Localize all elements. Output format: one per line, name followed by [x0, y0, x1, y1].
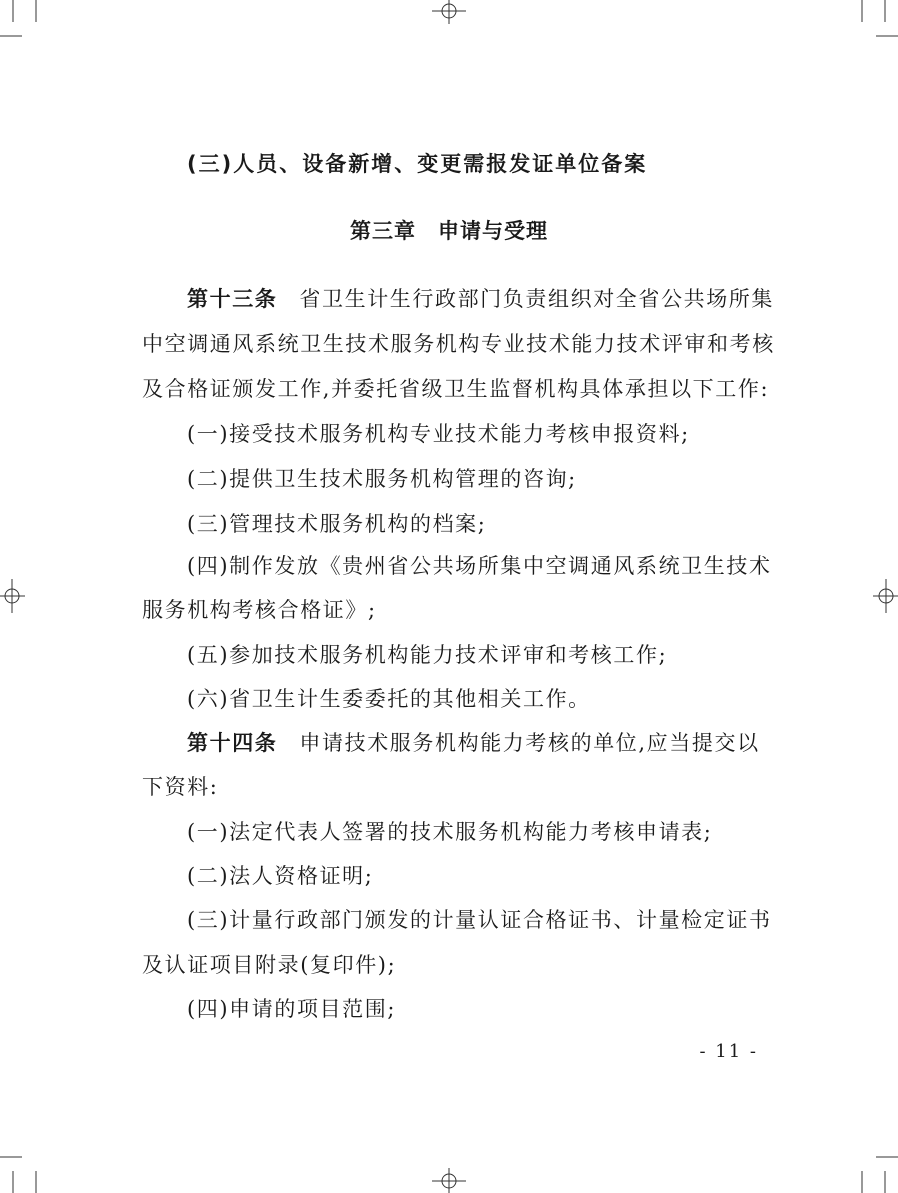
article-13-text: 省卫生计生行政部门负责组织对全省公共场所集 — [299, 287, 775, 311]
section-heading: (三)人员、设备新增、变更需报发证单位备案 — [187, 152, 648, 176]
article-13-first-line — [0, 285, 898, 313]
article-13-item-6: (六)省卫生计生委委托的其他相关工作。 — [187, 687, 591, 711]
chapter-title: 第三章 申请与受理 — [350, 219, 548, 243]
article-13-item-4: (四)制作发放《贵州省公共场所集中空调通风系统卫生技术 — [187, 554, 772, 578]
article-14-item-3: (三)计量行政部门颁发的计量认证合格证书、计量检定证书 — [187, 908, 772, 932]
article-13-line-2: 中空调通风系统卫生技术服务机构专业技术能力技术评审和考核 — [142, 332, 775, 356]
article-13-item-5: (五)参加技术服务机构能力技术评审和考核工作; — [187, 643, 668, 667]
article-14-title: 第十四条 — [187, 731, 278, 755]
article-14-item-3-cont: 及认证项目附录(复印件); — [142, 953, 397, 977]
page-number: - 11 - — [699, 1041, 758, 1062]
article-13-item-4-cont: 服务机构考核合格证》; — [142, 598, 377, 622]
article-14-first-line — [0, 729, 898, 757]
article-14-text: 申请技术服务机构能力考核的单位,应当提交以 — [299, 731, 760, 755]
article-13-title: 第十三条 — [187, 287, 278, 311]
article-13-line-3: 及合格证颁发工作,并委托省级卫生监督机构具体承担以下工作: — [142, 377, 770, 401]
article-14-item-1: (一)法定代表人签署的技术服务机构能力考核申请表; — [187, 820, 713, 844]
article-14-item-2: (二)法人资格证明; — [187, 864, 374, 888]
article-14-line-2: 下资料: — [142, 775, 219, 799]
article-14-item-4: (四)申请的项目范围; — [187, 997, 397, 1021]
article-13-item-1: (一)接受技术服务机构专业技术能力考核申报资料; — [187, 422, 690, 446]
article-13-item-3: (三)管理技术服务机构的档案; — [187, 512, 487, 536]
article-13-item-2: (二)提供卫生技术服务机构管理的咨询; — [187, 467, 577, 491]
